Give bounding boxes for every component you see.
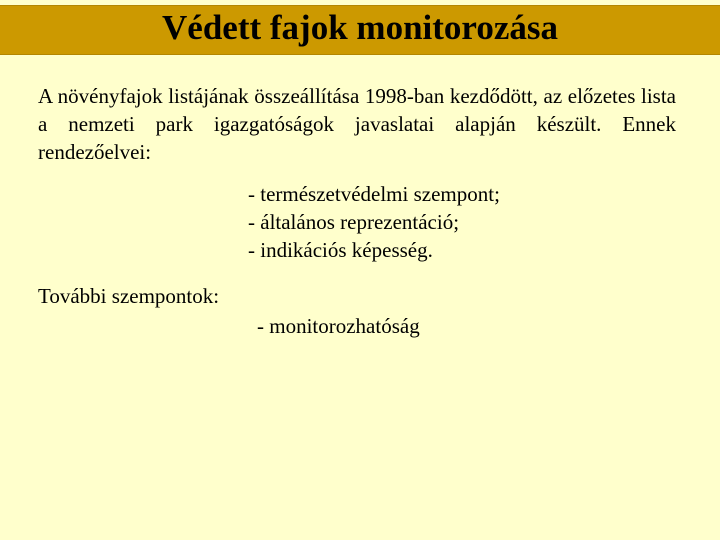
further-aspects-list [257,312,420,340]
list-item: - indikációs képesség. [248,238,433,262]
title-bar [0,5,720,55]
list-item: - természetvédelmi szempont; [248,182,500,206]
slide-title: Védett fajok monitorozása [162,7,558,47]
list-item: - monitorozhatóság [257,314,420,338]
intro-paragraph: A növényfajok listájának összeállítása 1998-ban kezdődött, az előzetes lista a nemzeti park igazgatóságok javaslatai alapján készült. Ennek rendezőelvei: [38,84,676,164]
list-item: - általános reprezentáció; [248,210,460,234]
further-aspects-label: További szempontok: [38,284,220,308]
principles-list [248,180,500,264]
